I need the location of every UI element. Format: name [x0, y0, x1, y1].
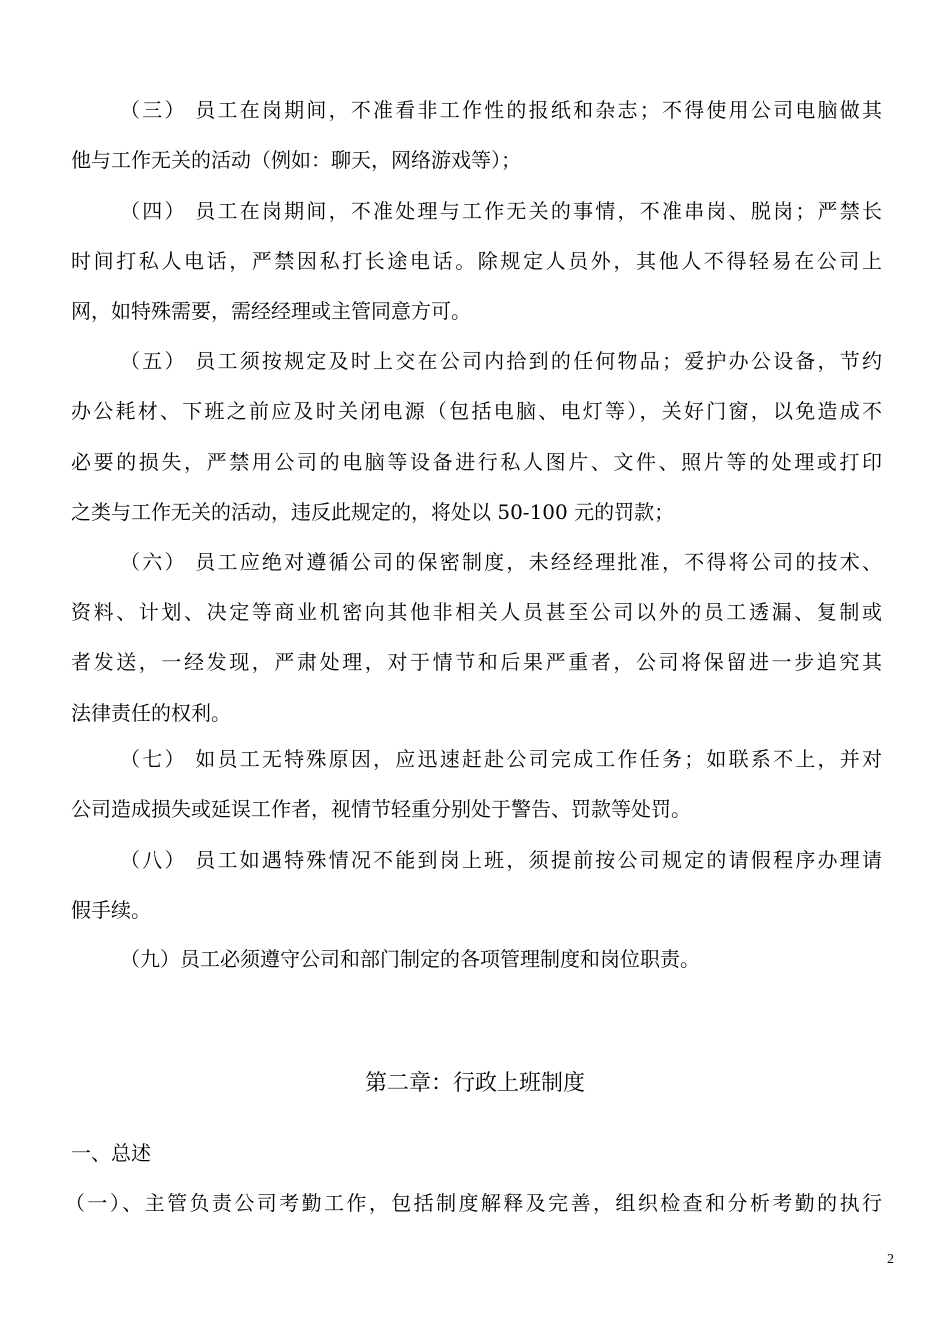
- chapter-title: 第二章：行政上班制度: [364, 1071, 585, 1096]
- paragraph-3-line-2: 他与工作无关的活动（例如：聊天，网络游戏等）；: [71, 148, 521, 172]
- paragraph-5-line-4: 之类与工作无关的活动，违反此规定的，将处以 50-100 元的罚款；: [71, 500, 675, 524]
- paragraph-8-line-1: （八） 员工如遇特殊情况不能到岗上班，须提前按公司规定的请假程序办理请: [120, 848, 882, 872]
- page-number: 2: [887, 1252, 894, 1267]
- paragraph-6-line-2: 资料、计划、决定等商业机密向其他非相关人员甚至公司以外的员工透漏、复制或: [71, 600, 882, 624]
- paragraph-4-line-3: 网，如特殊需要，需经经理或主管同意方可。: [71, 299, 471, 323]
- paragraph-5-line-3: 必要的损失，严禁用公司的电脑等设备进行私人图片、文件、照片等的处理或打印: [71, 450, 882, 474]
- paragraph-3-line-1: （三） 员工在岗期间，不准看非工作性的报纸和杂志；不得使用公司电脑做其: [120, 98, 882, 122]
- paragraph-8-line-2: 假手续。: [71, 898, 151, 922]
- paragraph-7-line-2: 公司造成损失或延误工作者，视情节轻重分别处于警告、罚款等处罚。: [71, 797, 691, 821]
- paragraph-4-line-1: （四） 员工在岗期间，不准处理与工作无关的事情，不准串岗、脱岗；严禁长: [120, 199, 882, 223]
- paragraph-5-line-1: （五） 员工须按规定及时上交在公司内拾到的任何物品；爱护办公设备，节约: [120, 349, 882, 373]
- section-paragraph-line-1: （一）、主管负责公司考勤工作，包括制度解释及完善，组织检查和分析考勤的执行: [65, 1191, 882, 1215]
- paragraph-9-line-1: （九）员工必须遵守公司和部门制定的各项管理制度和岗位职责。: [120, 947, 700, 971]
- paragraph-7-line-1: （七） 如员工无特殊原因，应迅速赶赴公司完成工作任务；如联系不上，并对: [120, 747, 882, 771]
- paragraph-4-line-2: 时间打私人电话，严禁因私打长途电话。除规定人员外，其他人不得轻易在公司上: [71, 249, 882, 273]
- paragraph-6-line-3: 者发送，一经发现，严肃处理，对于情节和后果严重者，公司将保留进一步追究其: [71, 650, 882, 674]
- paragraph-6-line-1: （六） 员工应绝对遵循公司的保密制度，未经经理批准，不得将公司的技术、: [120, 550, 882, 574]
- paragraph-6-line-4: 法律责任的权利。: [71, 701, 231, 725]
- section-heading: 一、总述: [71, 1141, 151, 1165]
- paragraph-5-line-2: 办公耗材、下班之前应及时关闭电源（包括电脑、电灯等），关好门窗，以免造成不: [71, 399, 882, 423]
